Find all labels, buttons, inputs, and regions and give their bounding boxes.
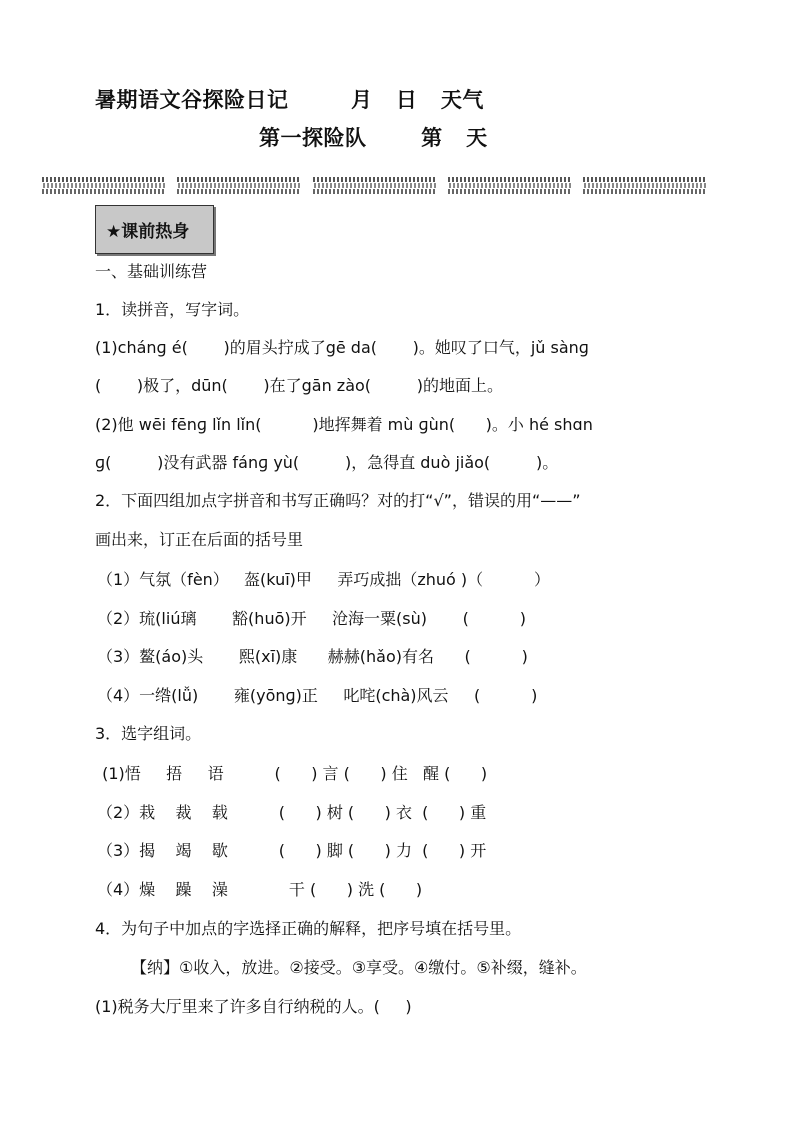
question-3-row: （4）燥 躁 澡 干 ( ) 洗 ( ) <box>97 880 423 899</box>
border-segment <box>583 177 707 194</box>
question-3-row: （2）栽 裁 载 ( ) 树 ( ) 衣 ( ) 重 <box>97 803 487 822</box>
definition-line: 【纳】①收入，放进。②接受。③享受。④缴付。⑤补缀，缝补。 <box>131 958 587 977</box>
question-1-line: ( )极了，dūn( )在了gān zào( )的地面上。 <box>95 376 504 395</box>
decorative-border <box>42 177 707 197</box>
question-2-row: （2）琉(liú璃 豁(huō)开 沧海一粟(sù) ( ) <box>97 609 526 628</box>
question-2-prompt: 画出来，订正在后面的括号里 <box>95 530 304 549</box>
question-1-prompt: 1．读拼音，写字词。 <box>95 300 250 319</box>
question-2-row: （4）一绺(lǚ) 雍(yōnɡ)正 叱咤(chà)风云 ( ) <box>97 686 538 705</box>
question-3-prompt: 3．选字组词。 <box>95 724 202 743</box>
border-segment <box>313 177 437 194</box>
question-4-prompt: 4．为句子中加点的字选择正确的解释，把序号填在括号里。 <box>95 919 522 938</box>
question-2-row: （1）气氛（fèn） 盔(kuī)甲 弄巧成拙（zhuó )（ ） <box>97 570 550 589</box>
border-segment <box>177 177 301 194</box>
question-3-row: （3）揭 竭 歇 ( ) 脚 ( ) 力 ( ) 开 <box>97 841 487 860</box>
team-day-line: 第一探险队 第 天 <box>259 126 488 150</box>
diary-title: 暑期语文谷探险日记 月 日 天气 <box>95 88 484 112</box>
question-2-row: （3）鳌(áo)头 熙(xī)康 赫赫(hǎo)有名 ( ) <box>97 647 528 666</box>
warmup-box: ★课前热身 <box>95 205 214 254</box>
section-heading: 一、基础训练营 <box>95 262 208 281</box>
question-1-line: (1)chánɡ é( )的眉头拧成了gē da( )。她叹了口气，jǔ sànɡ <box>95 338 589 357</box>
question-1-line: (2)他 wēi fēnɡ lǐn lǐn( )地挥舞着 mù ɡùn( )。小 hé shɑn <box>95 415 593 434</box>
question-2-prompt: 2．下面四组加点字拼音和书写正确吗？对的打“√”，错误的用“——” <box>95 491 581 510</box>
question-4-sentence: (1)税务大厅里来了许多自行纳税的人。( ) <box>95 997 412 1016</box>
question-3-row: (1)悟 捂 语 ( ) 言 ( ) 住 醒 ( ) <box>97 764 488 783</box>
question-1-line: ɡ( )没有武器 fánɡ yù( )，急得直 duò jiǎo( )。 <box>95 453 559 472</box>
border-segment <box>448 177 572 194</box>
border-segment <box>42 177 166 194</box>
